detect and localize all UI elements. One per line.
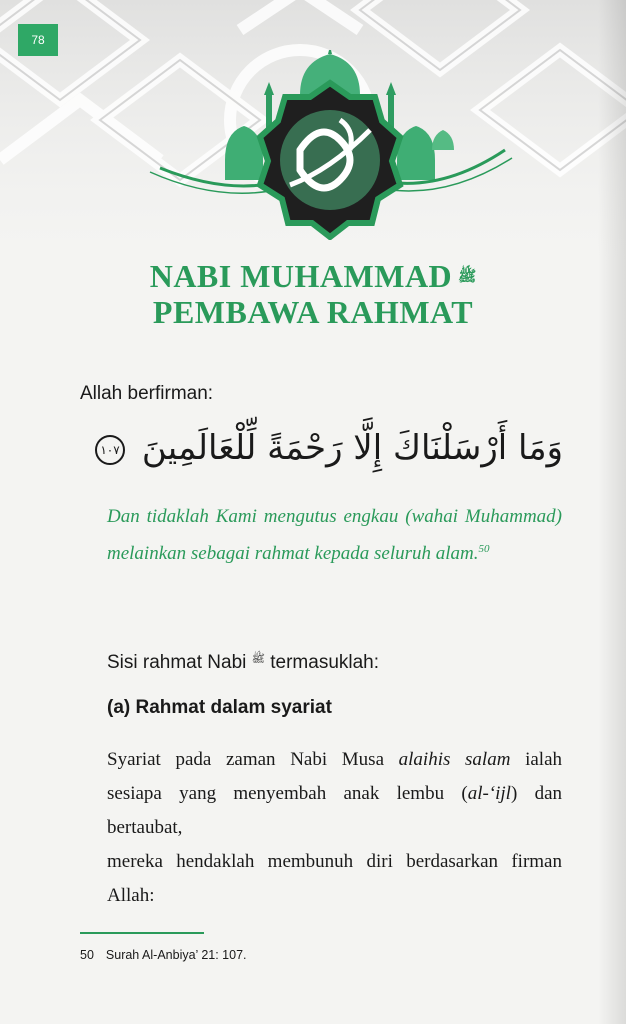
footnote-text: Surah Al-Anbiya’ 21: 107. bbox=[105, 948, 247, 962]
honorific-glyph-small: ﷺ bbox=[251, 653, 265, 665]
body-line: Allah: bbox=[107, 885, 155, 906]
footnote-reference: 50 bbox=[478, 543, 490, 555]
page-number: 78 bbox=[18, 24, 58, 56]
intro-text: Allah berfirman: bbox=[80, 383, 214, 404]
honorific-glyph: ﷺ bbox=[458, 269, 477, 285]
translation-text: Dan tidaklah Kami mengutus engkau (wahai Muhammad) melainkan sebagai rahmat kepada seluruh alam. bbox=[107, 506, 562, 564]
page-spine-shadow bbox=[598, 0, 626, 1024]
footnote-divider bbox=[80, 932, 204, 934]
quran-verse-arabic bbox=[80, 428, 563, 468]
chapter-title-line2: PEMBAWA RAHMAT bbox=[152, 294, 474, 330]
aspects-intro-text-end: termasuklah: bbox=[270, 652, 380, 673]
verse-translation bbox=[107, 500, 562, 570]
section-subheading: (a) Rahmat dalam syariat bbox=[107, 697, 332, 718]
muhammad-calligraphy-medallion bbox=[140, 50, 520, 240]
body-line: sesiapa yang menyembah anak lembu (al-‘ijl) dan bertaubat, bbox=[107, 783, 562, 838]
verse-number-marker: ١٠٧ bbox=[95, 435, 125, 465]
body-line: mereka hendaklah membunuh diri berdasarkan firman bbox=[107, 851, 562, 872]
chapter-title-line1 bbox=[0, 258, 626, 295]
aspects-intro bbox=[107, 652, 379, 674]
verse-text: وَمَا أَرْسَلْنَاكَ إِلَّا رَحْمَةً لِّلْعَالَمِينَ bbox=[141, 428, 563, 468]
body-paragraph bbox=[107, 743, 562, 913]
footnote bbox=[80, 948, 247, 962]
chapter-title-text: NABI MUHAMMAD bbox=[149, 258, 453, 294]
aspects-intro-text: Sisi rahmat Nabi bbox=[107, 652, 247, 673]
footnote-number: 50 bbox=[80, 948, 94, 962]
body-line: Syariat pada zaman Nabi Musa alaihis salam ialah bbox=[107, 749, 563, 770]
